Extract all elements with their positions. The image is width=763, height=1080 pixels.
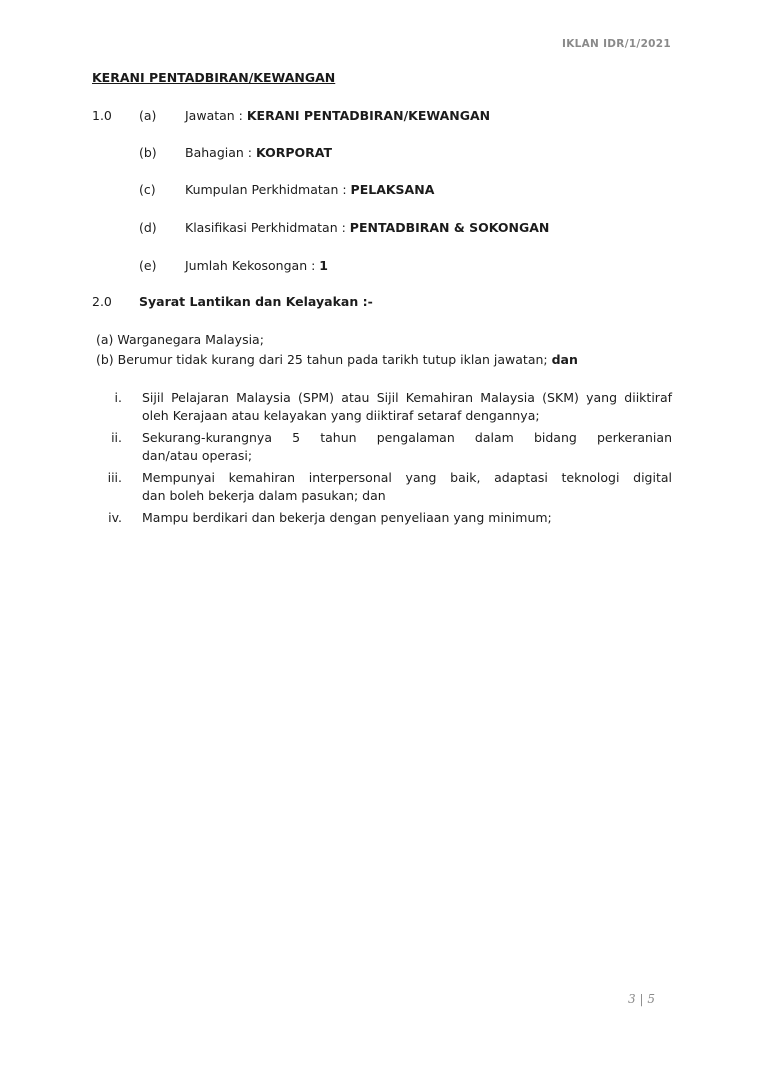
item-value: PENTADBIRAN & SOKONGAN xyxy=(349,220,550,235)
item-key: Jawatan : xyxy=(185,108,247,123)
item-value: 1 xyxy=(319,258,328,273)
item-label: (e) xyxy=(139,258,157,273)
qualification-number: iv. xyxy=(108,510,122,525)
qualification-line: oleh Kerajaan atau kelayakan yang diiktiraf setaraf dengannya; xyxy=(142,408,540,423)
requirement-a: (a) Warganegara Malaysia; xyxy=(96,332,264,347)
item-value: PELAKSANA xyxy=(350,182,435,197)
section2-title: Syarat Lantikan dan Kelayakan :- xyxy=(139,294,373,309)
requirement-b xyxy=(96,352,578,368)
item-key: Klasifikasi Perkhidmatan : xyxy=(185,220,350,235)
qualification-number: iii. xyxy=(107,470,122,485)
item-text xyxy=(185,145,332,161)
qualification-text xyxy=(142,469,672,505)
document-reference: IKLAN IDR/1/2021 xyxy=(561,38,671,50)
item-text xyxy=(185,108,490,124)
section2-number: 2.0 xyxy=(92,294,112,309)
item-label: (a) xyxy=(139,108,157,123)
qualification-line: Mempunyai kemahiran interpersonal yang baik, adaptasi teknologi digital xyxy=(142,470,672,485)
document-title: KERANI PENTADBIRAN/KEWANGAN xyxy=(92,70,336,85)
qualification-line: dan/atau operasi; xyxy=(142,448,253,463)
qualification-line: Mampu berdikari dan bekerja dengan penyeliaan yang minimum; xyxy=(142,510,552,525)
requirement-b-text: (b) Berumur tidak kurang dari 25 tahun pada tarikh tutup iklan jawatan; xyxy=(96,352,552,367)
item-text xyxy=(185,182,434,198)
item-text xyxy=(185,220,549,236)
qualification-line: dan boleh bekerja dalam pasukan; dan xyxy=(142,488,386,503)
item-key: Bahagian : xyxy=(185,145,256,160)
page-number: 3 | 5 xyxy=(628,992,655,1006)
item-key: Kumpulan Perkhidmatan : xyxy=(185,182,351,197)
qualification-text xyxy=(142,429,672,465)
section1-number: 1.0 xyxy=(92,108,112,123)
item-value: KERANI PENTADBIRAN/KEWANGAN xyxy=(246,108,491,123)
qualification-text xyxy=(142,389,672,425)
qualification-number: ii. xyxy=(111,430,122,445)
qualification-text xyxy=(142,509,672,527)
item-text xyxy=(185,258,328,274)
qualification-number: i. xyxy=(114,390,122,405)
item-label: (b) xyxy=(139,145,157,160)
item-key: Jumlah Kekosongan : xyxy=(185,258,320,273)
item-value: KORPORAT xyxy=(255,145,332,160)
requirement-b-bold: dan xyxy=(551,352,578,367)
qualification-line: Sekurang-kurangnya 5 tahun pengalaman dalam bidang perkeranian xyxy=(142,430,672,445)
qualification-line: Sijil Pelajaran Malaysia (SPM) atau Sijil Kemahiran Malaysia (SKM) yang diiktiraf xyxy=(142,390,672,405)
item-label: (c) xyxy=(139,182,156,197)
item-label: (d) xyxy=(139,220,157,235)
